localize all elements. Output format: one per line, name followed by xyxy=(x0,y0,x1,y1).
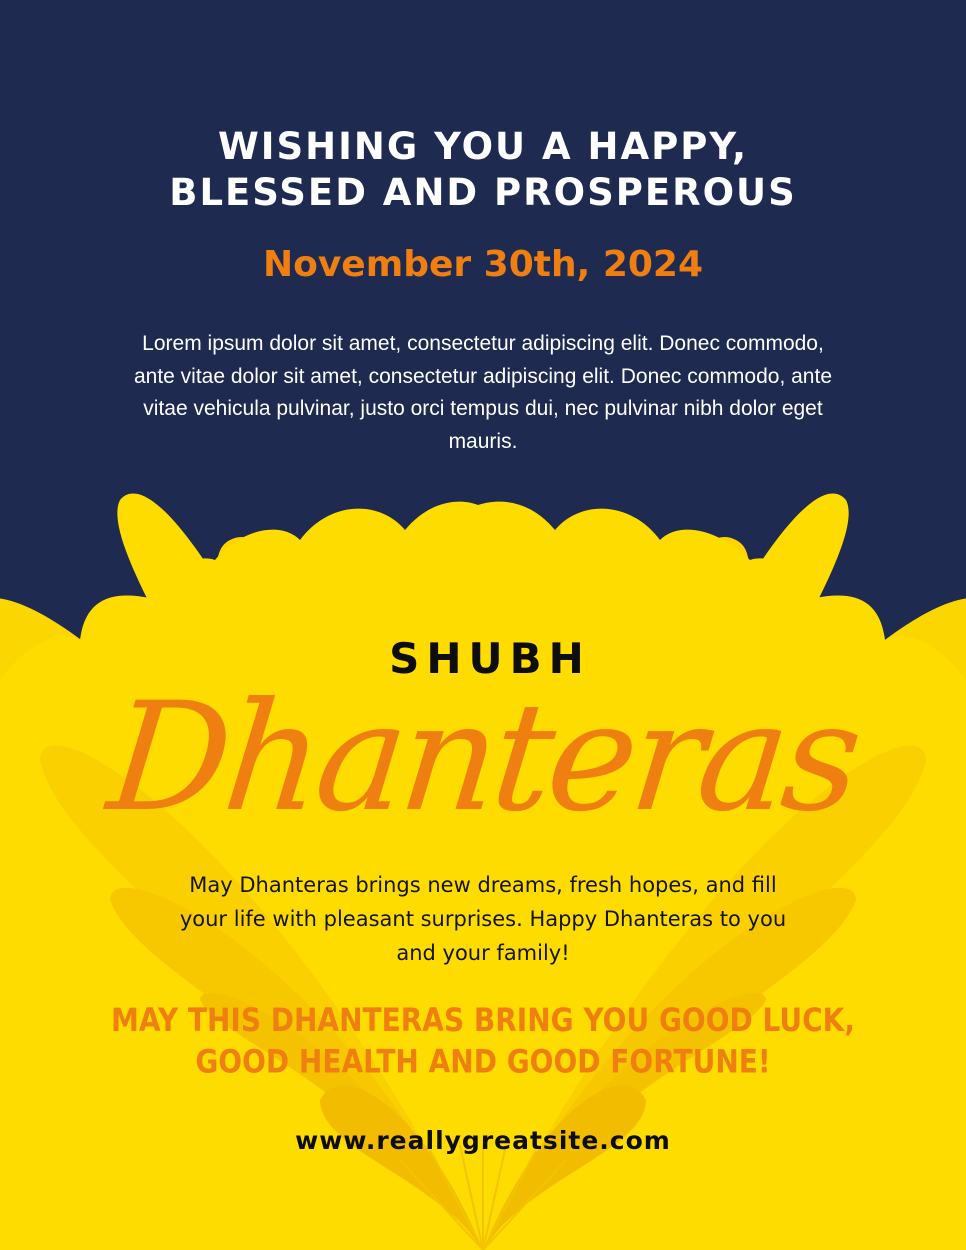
headline-line-1: WISHING YOU A HAPPY, xyxy=(217,125,749,168)
good-luck-line-1: MAY THIS DHANTERAS BRING YOU GOOD LUCK, xyxy=(111,1001,855,1040)
good-luck-line-2: GOOD HEALTH AND GOOD FORTUNE! xyxy=(195,1042,771,1081)
script-title: Dhanteras xyxy=(101,671,865,845)
headline-line-2: BLESSED AND PROSPEROUS xyxy=(169,171,797,214)
good-luck-message xyxy=(0,1000,966,1083)
website-link[interactable]: www.reallygreatsite.com xyxy=(295,1126,671,1155)
event-date: November 30th, 2024 xyxy=(262,244,704,285)
intro-paragraph: Lorem ipsum dolor sit amet, consectetur adipiscing elit. Donec commodo, ante vitae dolor sit amet, consectetur adipiscing elit. Donec commodo, ante vitae vehicula pulvinar, justo orci tempus dui, nec pulvinar nibh dolor eget mauris. xyxy=(133,332,833,453)
wish-message: May Dhanteras brings new dreams, fresh hopes, and fill your life with pleasant surprises. Happy Dhanteras to you and your family! xyxy=(179,873,787,965)
headline xyxy=(0,124,966,216)
shubh-title: SHUBH xyxy=(389,634,591,683)
